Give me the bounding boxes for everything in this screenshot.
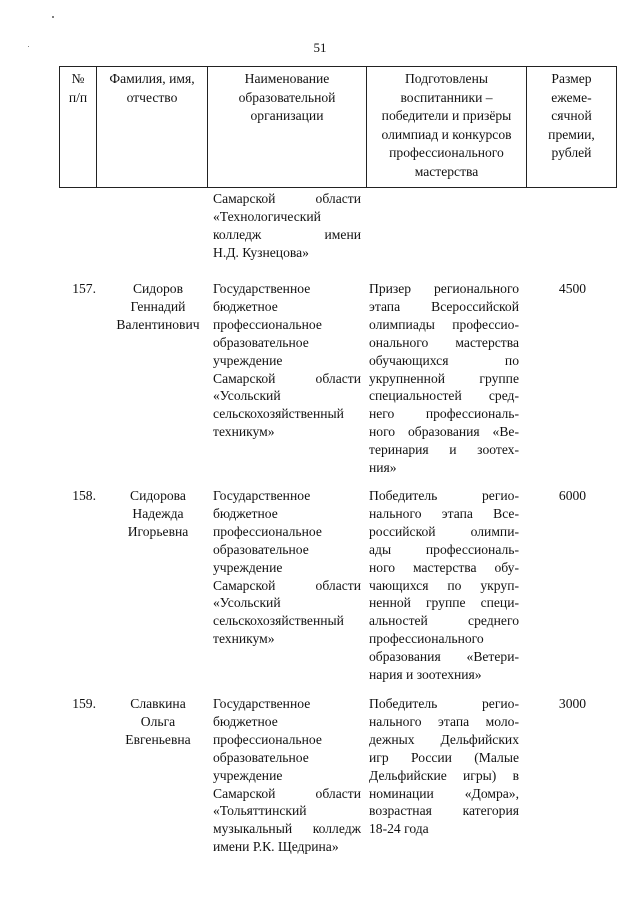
achievement-cell: Победитель регио- нального этапа моло- дежных Дельфийских игр России (Малые Дельфийские игры) в номинации «Домра», возрастная категория 18-24 года <box>369 696 519 837</box>
table-row <box>59 695 616 870</box>
person-name: Сидоров Геннадий Валентинович <box>116 281 200 332</box>
table-row <box>59 280 616 487</box>
premium-amount: 4500 <box>558 281 587 296</box>
achievement-cell: Призер регионального этапа Всероссийской олимпиады профессио- онального мастерства обучающихся по укрупненной группе специальностей сред- него профессиональ- ного образования «Ве- теринария и зоотех- ния» <box>369 281 519 476</box>
table-body <box>59 190 616 870</box>
row-number: 157. <box>72 281 96 296</box>
organization-cell: Государственное бюджетное профессиональное образовательное учреждение Самарской области «Усольский сельскохозяйственный техникум» <box>213 281 361 440</box>
page-number: 51 <box>313 40 327 55</box>
table-header <box>59 66 617 188</box>
continuation-row <box>59 190 616 280</box>
table-row <box>59 487 616 695</box>
organization-cell: Государственное бюджетное профессиональное образовательное учреждение Самарской области «Тольяттинский музыкальный колледж имени Р.К. Щедрина» <box>213 696 361 855</box>
row-number: 159. <box>72 696 96 711</box>
header-achievement: Подготовлены воспитанники – победители и призёры олимпиад и конкурсов профессионального мастерства <box>367 67 527 188</box>
organization-cell: Государственное бюджетное профессиональное образовательное учреждение Самарской области «Усольский сельскохозяйственный техникум» <box>213 488 361 647</box>
scan-speck <box>52 16 54 18</box>
header-organization: Наименование образовательной организации <box>208 67 367 188</box>
header-amount: Размер ежеме- сячной премии, рублей <box>527 67 617 188</box>
premium-amount: 6000 <box>558 488 587 503</box>
header-name: Фамилия, имя, отчество <box>97 67 208 188</box>
header-num: № п/п <box>60 67 97 188</box>
person-name: Славкина Ольга Евгеньевна <box>125 696 191 747</box>
premium-amount: 3000 <box>558 696 587 711</box>
person-name: Сидорова Надежда Игорьевна <box>127 488 189 539</box>
achievement-cell: Победитель регио- нального этапа Все- российской олимпи- ады профессиональ- ного мастерства обу- чающихся по укруп- ненной группе специ- альностей среднего профессионального образования «Ветери- нария и зоотехния» <box>369 488 519 683</box>
row-number: 158. <box>72 488 96 503</box>
organization-cell: Самарской области «Технологический колледж имени Н.Д. Кузнецова» <box>213 191 361 260</box>
